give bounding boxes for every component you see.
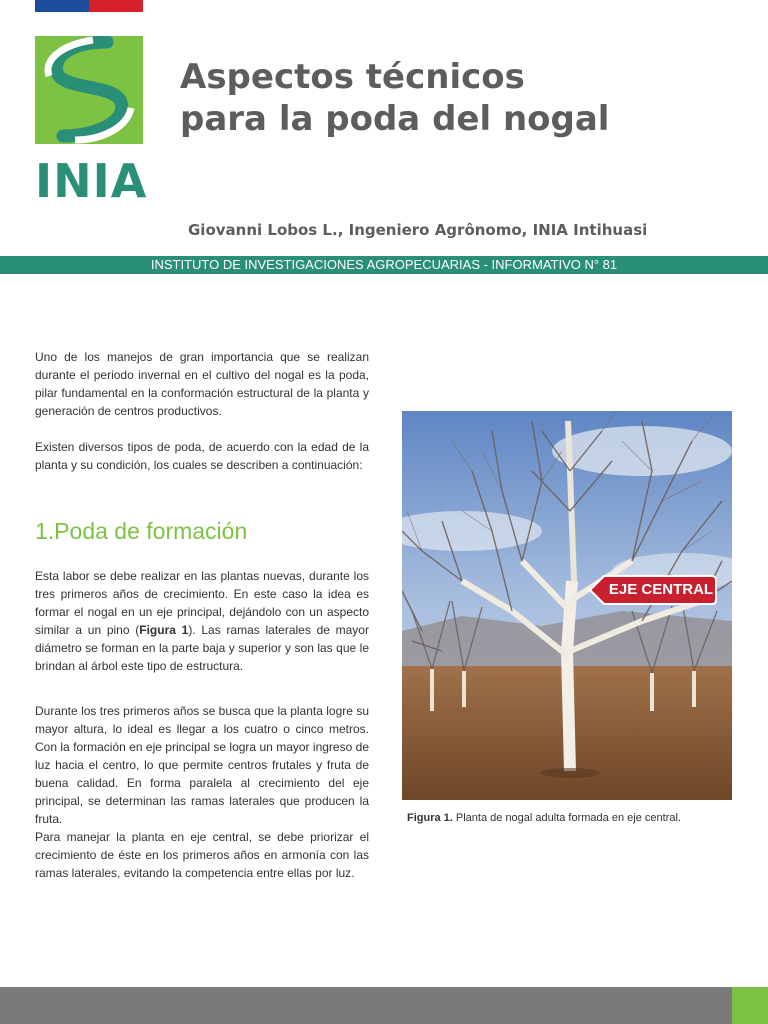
figure-reference: Figura 1 bbox=[139, 623, 189, 637]
section-heading: 1.Poda de formación bbox=[35, 518, 248, 544]
author-line: Giovanni Lobos L., Ingeniero Agrônomo, INIA Intihuasi bbox=[188, 221, 648, 239]
formation-text-start: Esta labor se debe realizar en las plantas nuevas, durante los tres primeros años de crecimiento. En este caso la idea es formar el nogal en un eje principal, dejándolo con un aspecto similar a un pino ( bbox=[35, 569, 369, 637]
types-paragraph bbox=[35, 438, 369, 474]
growth-paragraph-text: Durante los tres primeros años se busca que la planta logre su mayor altura, lo ideal es llegar a los cuatro o cinco metros. Con la formación en eje principal se logra un mayor ingreso de luz hacia el centro, lo que permite centros frutales y fruta de buena calidad. En forma paralela al crecimiento del eje principal, se determinan las ramas laterales que producen la fruta. bbox=[35, 704, 369, 826]
intro-paragraph-text: Uno de los manejos de gran importancia que se realizan durante el periodo invernal en el cultivo del nogal es la poda, pilar fundamental en la conformación estructural de la planta y generación de centros productivos. bbox=[35, 350, 369, 418]
central-axis-paragraph-text: Para manejar la planta en eje central, se debe priorizar el crecimiento de éste en los primeros años en armonía con las ramas laterales, evitando la competencia entre ellas por luz. bbox=[35, 830, 369, 880]
title-line-1: Aspectos técnicos bbox=[180, 57, 525, 97]
central-axis-paragraph bbox=[35, 828, 369, 882]
flag-red-segment bbox=[89, 0, 143, 12]
eje-central-text: EJE CENTRAL bbox=[608, 581, 714, 598]
figure-caption-text: Planta de nogal adulta formada en eje central. bbox=[452, 812, 681, 824]
footer-bar bbox=[0, 987, 732, 1024]
institute-band: INSTITUTO DE INVESTIGACIONES AGROPECUARIAS - INFORMATIVO N° 81 bbox=[0, 256, 768, 274]
formation-text-end: ). Las ramas laterales de mayor diámetro se forman en la parte baja y superior y son las que le brindan al árbol este tipo de estructura. bbox=[35, 623, 369, 673]
chile-flag-stripe bbox=[35, 0, 143, 12]
figure-caption bbox=[407, 812, 681, 824]
formation-paragraph-text bbox=[35, 567, 369, 675]
inia-logo bbox=[35, 36, 148, 208]
flag-blue-segment bbox=[35, 0, 89, 12]
eje-central-label bbox=[588, 574, 718, 606]
inia-wordmark: INIA bbox=[35, 154, 148, 208]
footer-accent bbox=[732, 987, 768, 1024]
page-title bbox=[180, 56, 700, 140]
title-line-2: para la poda del nogal bbox=[180, 99, 610, 139]
inia-logo-mark bbox=[35, 36, 143, 144]
formation-paragraph bbox=[35, 567, 369, 675]
figure-caption-label: Figura 1. bbox=[407, 812, 453, 824]
types-paragraph-text: Existen diversos tipos de poda, de acuerdo con la edad de la planta y su condición, los cuales se describen a continuación: bbox=[35, 440, 369, 472]
double-s-logo-icon bbox=[35, 36, 143, 144]
growth-paragraph bbox=[35, 702, 369, 828]
intro-paragraph bbox=[35, 348, 369, 420]
